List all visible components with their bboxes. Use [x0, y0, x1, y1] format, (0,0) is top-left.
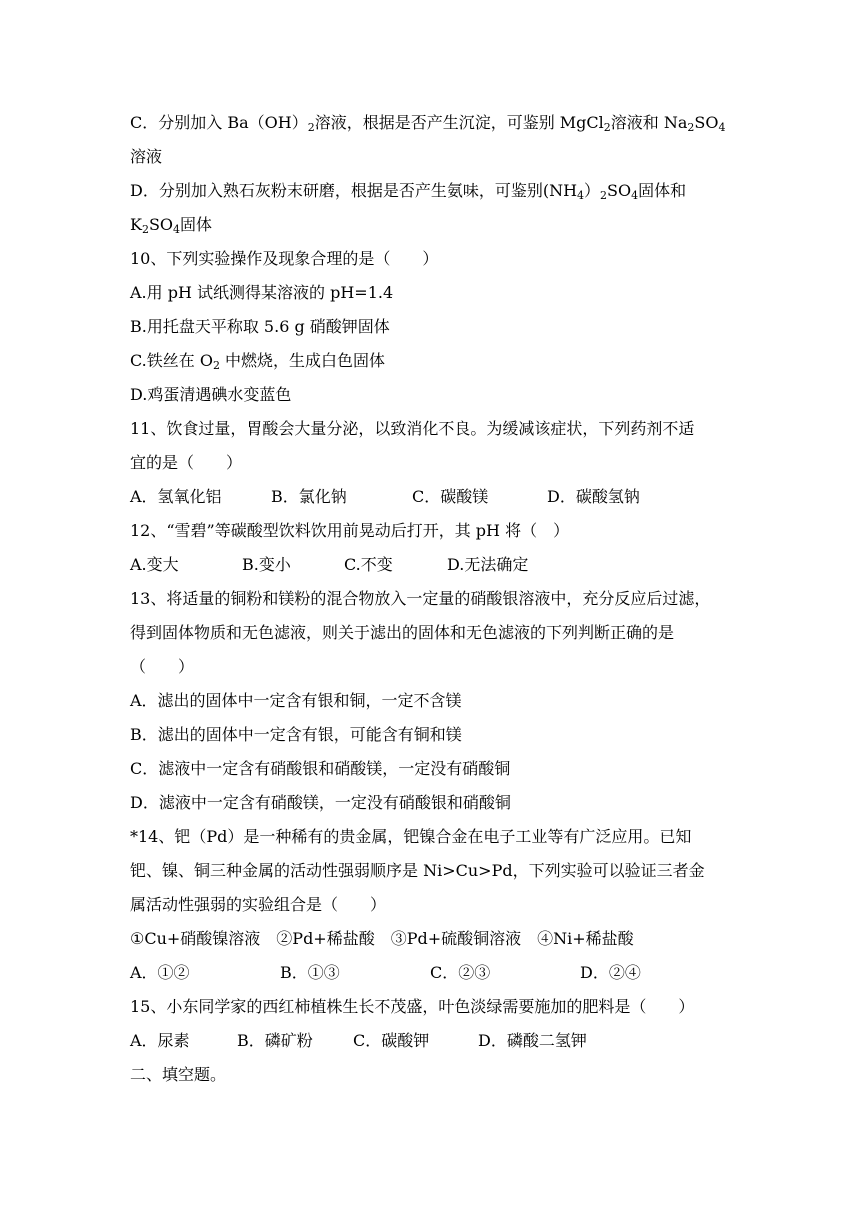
q15-options [130, 1024, 742, 1058]
q13-stem-line2: 得到固体物质和无色滤液，则关于滤出的固体和无色滤液的下列判断正确的是 [130, 623, 675, 642]
q13-stem-line1: 13、将适量的铜粉和镁粉的混合物放入一定量的硝酸银溶液中，充分反应后过滤， [130, 589, 711, 608]
q13-option-d: D．滤液中一定含有硝酸镁，一定没有硝酸银和硝酸铜 [130, 793, 511, 812]
q11-option-a: A．氢氧化铝 [130, 487, 222, 506]
text: D．分别加入熟石灰粉末研磨，根据是否产生氨味，可鉴别(NH [130, 181, 578, 200]
subscript: 4 [173, 223, 181, 236]
q15-option-d: D．磷酸二氢钾 [478, 1031, 587, 1050]
q15-option-c: C．碳酸钾 [353, 1031, 430, 1050]
text: 固体和 [638, 181, 687, 200]
q12-option-a: A.变大 [130, 555, 179, 574]
subscript: 2 [212, 359, 220, 372]
text: 溶液和 Na [610, 113, 688, 132]
q15-stem: 15、小东同学家的西红柿植株生长不茂盛，叶色淡绿需要施加的肥料是（ ） [130, 997, 695, 1016]
q13-stem-line3: （ ） [130, 657, 195, 676]
text: ） [584, 181, 601, 200]
q11-option-c: C．碳酸镁 [412, 487, 489, 506]
q13-option-a: A．滤出的固体中一定含有银和铜，一定不含镁 [130, 691, 462, 710]
q9-option-c-line1 [130, 106, 742, 140]
q11-option-b: B．氯化钠 [271, 487, 347, 506]
q14-stem-line2: 钯、镍、铜三种金属的活动性强弱顺序是 Ni>Cu>Pd，下列实验可以验证三者金 [130, 861, 705, 880]
subscript: 2 [603, 121, 611, 134]
subscript: 4 [577, 189, 585, 202]
section-heading: 二、填空题。 [130, 1065, 227, 1084]
q15-option-a: A．尿素 [130, 1031, 190, 1050]
text: C．分别加入 Ba（OH） [130, 113, 308, 132]
q9-option-d-line2 [130, 208, 742, 242]
subscript: 2 [687, 121, 695, 134]
subscript: 2 [141, 223, 149, 236]
q13-option-b: B．滤出的固体中一定含有银，可能含有铜和镁 [130, 725, 462, 744]
q10-stem: 10、下列实验操作及现象合理的是（ ） [130, 249, 439, 268]
q14-stem-line3: 属活动性强弱的实验组合是（ ） [130, 895, 387, 914]
exam-page [130, 106, 742, 1092]
q11-stem-line2: 宜的是（ ） [130, 453, 243, 472]
q11-options [130, 480, 742, 514]
q14-option-a: A．①② [130, 963, 190, 982]
q11-option-d: D．碳酸氢钠 [547, 487, 640, 506]
q14-experiments: ①Cu+硝酸镍溶液 ②Pd+稀盐酸 ③Pd+硫酸铜溶液 ④Ni+稀盐酸 [130, 929, 634, 948]
q15-option-b: B．磷矿粉 [237, 1031, 313, 1050]
text: 固体 [180, 215, 213, 234]
q14-options [130, 956, 742, 990]
subscript: 2 [600, 189, 608, 202]
q12-option-d: D.无法确定 [447, 555, 529, 574]
q12-stem: 12、“雪碧”等碳酸型饮料饮用前晃动后打开，其 pH 将（ ） [130, 521, 570, 540]
text: SO [607, 181, 632, 200]
q14-option-d: D．②④ [580, 963, 641, 982]
subscript: 4 [631, 189, 639, 202]
q14-stem-line1: *14、钯（Pd）是一种稀有的贵金属，钯镍合金在电子工业等有广泛应用。已知 [130, 827, 692, 846]
subscript: 2 [307, 121, 315, 134]
q10-option-c [130, 344, 742, 378]
subscript: 4 [718, 121, 726, 134]
q9-option-c-line2: 溶液 [130, 147, 163, 166]
q10-option-d: D.鸡蛋清遇碘水变蓝色 [130, 385, 292, 404]
q14-option-b: B．①③ [280, 963, 340, 982]
q12-option-b: B.变小 [242, 555, 291, 574]
text: SO [148, 215, 174, 234]
q10-option-a: A.用 pH 试纸测得某溶液的 pH=1.4 [130, 283, 394, 302]
text: 溶液，根据是否产生沉淀，可鉴别 MgCl [314, 113, 604, 132]
text: K [130, 215, 142, 234]
q12-option-c: C.不变 [344, 555, 393, 574]
q11-stem-line1: 11、饮食过量，胃酸会大量分泌，以致消化不良。为缓减该症状，下列药剂不适 [130, 419, 695, 438]
text: 中燃烧，生成白色固体 [219, 351, 386, 370]
q14-option-c: C．②③ [430, 963, 491, 982]
q9-option-d-line1 [130, 174, 742, 208]
q12-options [130, 548, 742, 582]
q13-option-c: C．滤液中一定含有硝酸银和硝酸镁，一定没有硝酸铜 [130, 759, 511, 778]
text: C.铁丝在 O [130, 351, 213, 370]
q10-option-b: B.用托盘天平称取 5.6 g 硝酸钾固体 [130, 317, 390, 336]
text: SO [694, 113, 719, 132]
